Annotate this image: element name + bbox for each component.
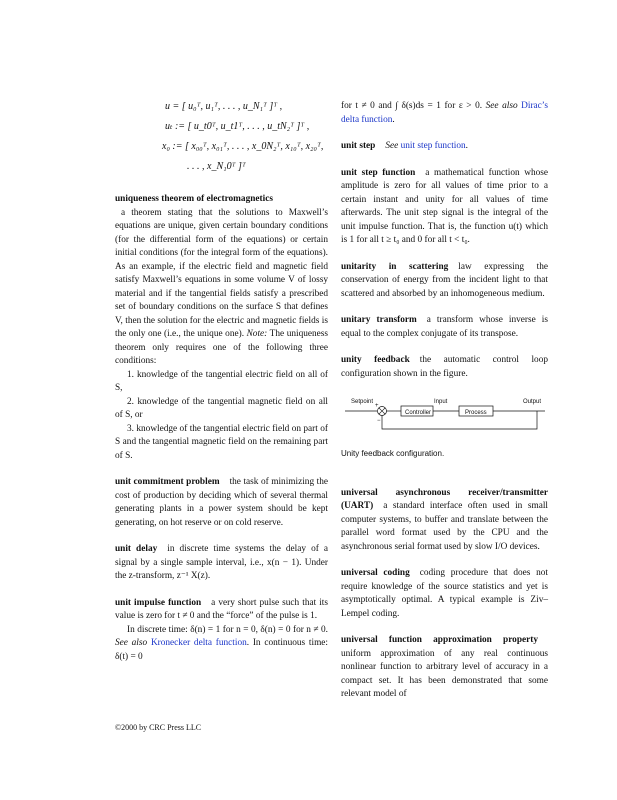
unit-step-function-link[interactable]: unit step function [400, 141, 466, 151]
sum-plus-sign: + [375, 403, 379, 409]
entry-universal-coding [341, 567, 548, 621]
equation-ut [115, 120, 328, 140]
term-universal-function-approx: universal function approximation property [341, 635, 538, 645]
equation-x0-cont [115, 160, 328, 180]
unit-impulse-continued: for t ≠ 0 and ∫ δ(s)ds = 1 for ε > 0. See also Dirac’s delta function. [341, 101, 549, 125]
term-unit-commitment: unit commitment problem [115, 477, 220, 487]
term-uart: universal asynchronous receiver/transmitter (UART) [341, 487, 548, 511]
def-unit-commitment: the task of minimizing the cost of production by deciding which of several thermal generating plants in a power system should be kept generating, on hot reserve or on cold reserve. [115, 477, 328, 528]
entry-uart [341, 487, 548, 555]
def-universal-coding: coding procedure that does not require knowledge of the source statistics and yet is asymptotically optimal. A typical example is Ziv–Lempel coding. [341, 568, 548, 619]
entry-unitarity-scattering [341, 261, 548, 302]
entry-unit-step: unit step See unit step function. [341, 141, 468, 151]
term-unitarity-scattering: unitarity in scattering [341, 261, 449, 272]
term-unity-feedback: unity feedback [341, 355, 410, 365]
unit-impulse-continuous-text: . In continuous time: δ(t) = 0 [115, 638, 329, 662]
entry-unit-commitment [115, 476, 328, 530]
def-uniqueness-theorem: a theorem stating that the solutions to Maxwell’s equations are unique, given certain boundary conditions (for the differential form of the equations) or certain initial conditions (for the integral form of the equations). As an example, if the electric field and magnetic field satisfy Maxwell’s equations in some volume V of lossy material and if the tangential fields satisfy a prescribed set of boundary conditions on the surface S that defines V, then the solution for the electric and magnetic fields is the only one (i.e., the unique one). [115, 207, 328, 339]
feedback-diagram [341, 395, 548, 439]
equation-x0 [115, 140, 328, 160]
unity-feedback-figure [341, 387, 548, 445]
entry-uniqueness-theorem [115, 193, 328, 369]
entry-unit-delay [115, 543, 328, 584]
see-also-label: See also [115, 638, 148, 648]
label-setpoint: Setpoint [351, 399, 374, 405]
def-unity-feedback: the automatic control loop configuration shown in the figure. [341, 355, 548, 379]
copyright-footer: ©2000 by CRC Press LLC [115, 723, 202, 732]
entry-universal-function-approx [341, 634, 548, 702]
sum-minus-sign: − [377, 418, 381, 424]
equation-x0-line1: x₀ := [ x₀₀ᵀ, x₀₁ᵀ, . . . , x_0N₂ᵀ, x₁₀ᵀ, x₂₀ᵀ, [162, 141, 324, 152]
condition-1: 1. knowledge of the tangential electric field on all of S, [115, 369, 328, 393]
term-unit-step: unit step [341, 141, 376, 151]
def-unit-delay: in discrete time systems the delay of a signal by a single sample interval, i.e., x(n − 1). Under the z-transform, z⁻¹ X(z). [115, 544, 328, 581]
term-universal-coding: universal coding [341, 568, 410, 578]
label-process: Process [465, 410, 487, 416]
label-input: Input [434, 399, 448, 405]
entry-unit-impulse [115, 597, 328, 624]
term-uniqueness-theorem: uniqueness theorem of electromagnetics [115, 194, 273, 204]
def-unit-step-function: a mathematical function whose amplitude is zero for all values of time prior to a certain instant and unity for all values of time afterwards. The unit step signal is the integral of the unit impulse function. That is, the function u(t) which is 1 for all t ≥ t₀ and 0 for all t < t₀. [341, 167, 548, 245]
entry-unit-step-function [341, 167, 548, 248]
def-unit-impulse: a very short pulse such that its value is zero for t ≠ 0 and the “force” of the pulse is 1. [115, 597, 328, 621]
figure-caption: Unity feedback configuration. [341, 449, 445, 458]
see-label: See [385, 141, 399, 151]
term-unit-step-function: unit step function [341, 167, 416, 178]
kronecker-delta-link[interactable]: Kronecker delta function [150, 638, 247, 648]
term-unitary-transform: unitary transform [341, 315, 417, 325]
unit-impulse-discrete-text: In discrete time: δ(n) = 1 for n = 0, δ(n) = 0 for n ≠ 0. [127, 624, 328, 635]
term-unit-impulse: unit impulse function [115, 597, 202, 608]
note-text: The uniqueness theorem only requires one of the following three conditions: [115, 329, 329, 366]
left-column [115, 100, 328, 664]
condition-3: 3. knowledge of the tangential electric field on part of S and the tangential magnetic field on the remaining part of S. [115, 423, 328, 461]
equation-u-text: u = [ u₀ᵀ, u₁ᵀ, . . . , u_N₁ᵀ ]ᵀ , [165, 101, 283, 112]
def-universal-function-approx: uniform approximation of any real continuous nonlinear function to arbitrary level of accuracy in a compact set. It has been demonstrated that some relevant model of [341, 648, 548, 699]
def-uart: a standard interface often used in small computer systems, to buffer and translate between the parallel word format used by the CPU and the asynchronous serial format used by slow I/O devices. [341, 501, 548, 552]
label-output: Output [523, 399, 542, 405]
equation-u [115, 100, 328, 120]
unit-impulse-discrete [115, 624, 328, 665]
def-unitarity-scattering: law expressing the conservation of energy from the incident light to that scattered and absorbed by an inhomogeneous medium. [341, 261, 548, 299]
def-unitary-transform: a transform whose inverse is equal to the complex conjugate of its transpose. [341, 315, 548, 339]
entry-unity-feedback [341, 354, 548, 381]
entry-unitary-transform [341, 314, 548, 341]
right-column [341, 100, 548, 702]
label-controller: Controller [405, 410, 432, 416]
term-unit-delay: unit delay [115, 544, 158, 554]
condition-2: 2. knowledge of the tangential magnetic field on all of S, or [115, 396, 328, 420]
equation-ut-text: uₜ := [ u_t0ᵀ, u_t1ᵀ, . . . , u_tN₂ᵀ ]ᵀ , [165, 121, 310, 132]
dirac-delta-link[interactable]: Dirac’s delta function [341, 101, 549, 125]
equation-x0-line2: . . . , x_N₁0ᵀ ]ᵀ [187, 161, 246, 172]
see-also-label-right: See also [485, 101, 518, 111]
note-label: Note: [246, 329, 268, 339]
impulse-integral-text: for t ≠ 0 and ∫ δ(s)ds = 1 for ε > 0. [341, 101, 483, 111]
